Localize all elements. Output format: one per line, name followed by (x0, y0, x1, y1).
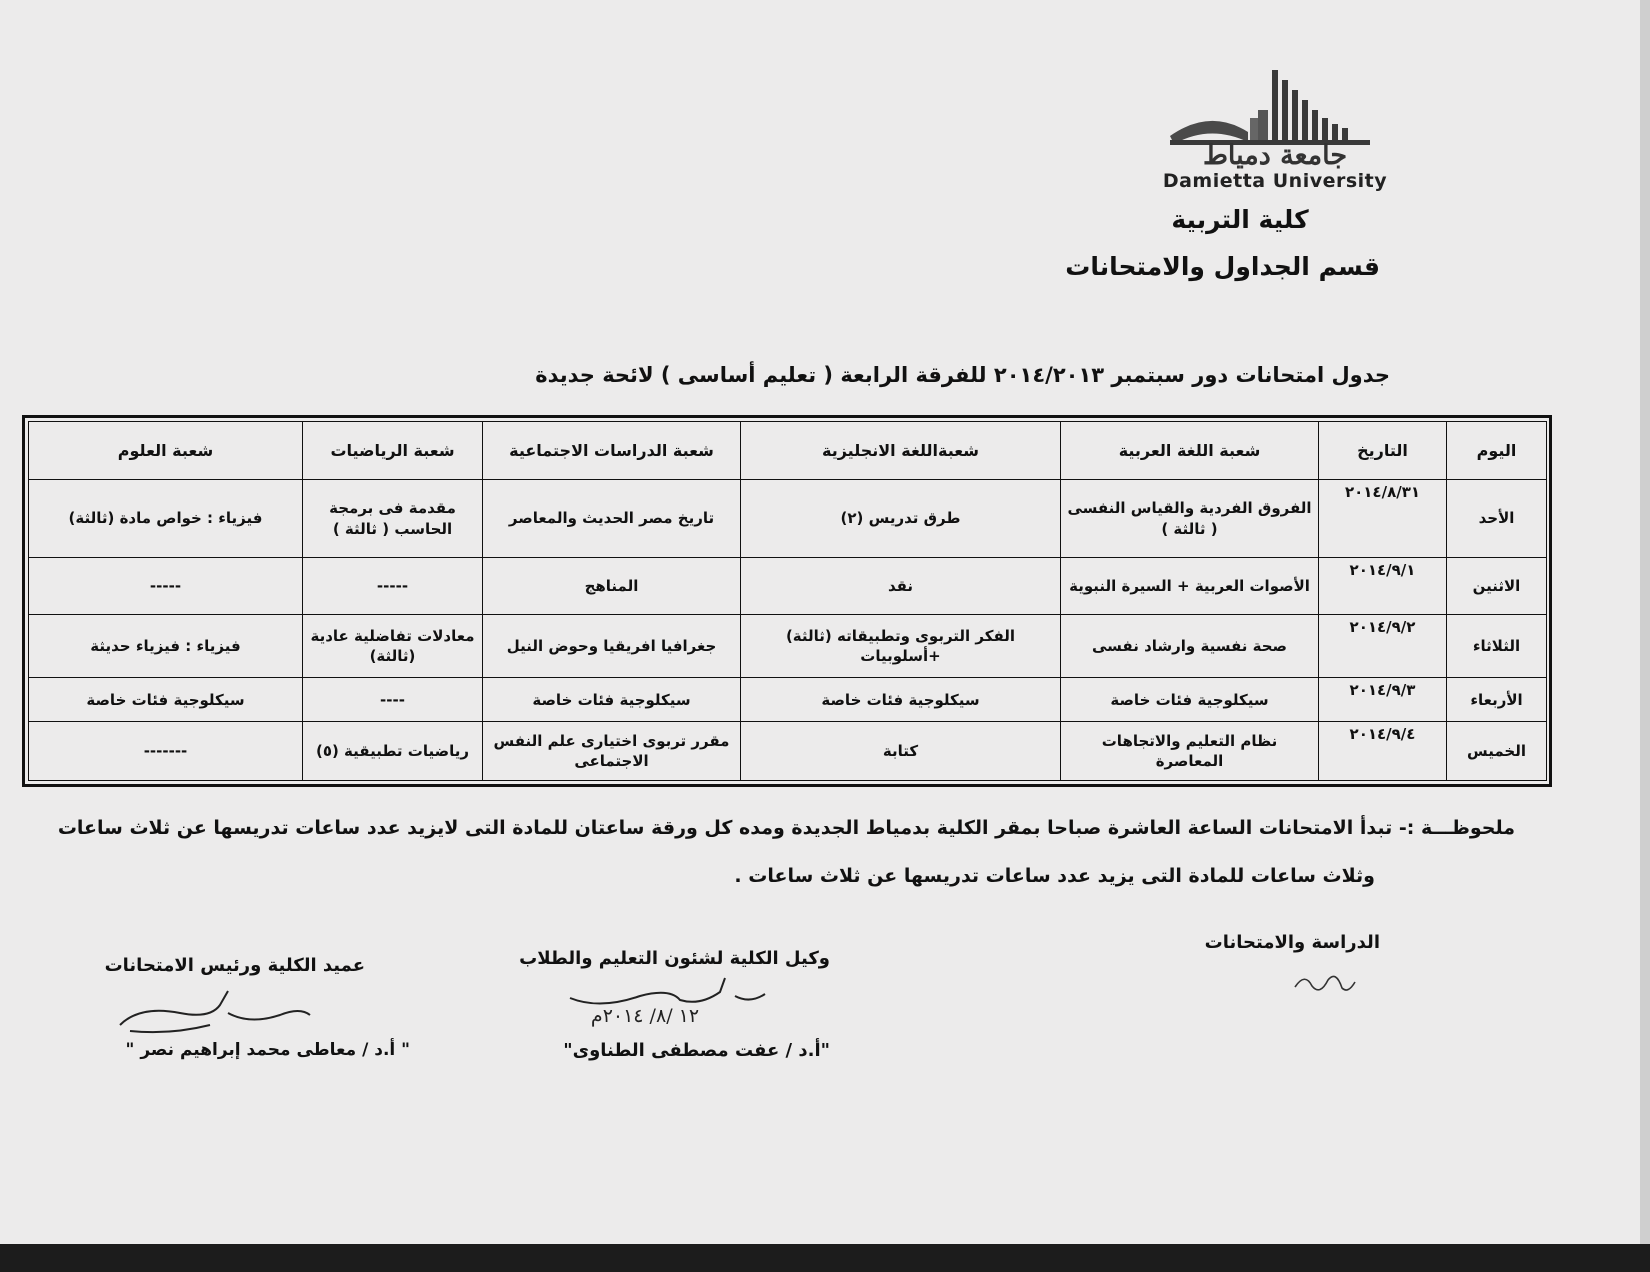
cell-social: سيكلوجية فئات خاصة (483, 678, 741, 722)
cell-arabic: نظام التعليم والاتجاهات المعاصرة (1061, 722, 1319, 781)
cell-date: ٢٠١٤/٩/١ (1319, 558, 1447, 615)
schedule-title: جدول امتحانات دور سبتمبر ٢٠١٤/٢٠١٣ للفرقة الرابعة ( تعليم أساسى ) لائحة جديدة (535, 363, 1390, 387)
cell-arabic: الفروق الفردية والقياس النفسى ( ثالثة ) (1061, 479, 1319, 558)
cell-science: فيزياء : فيزياء حديثة (29, 615, 303, 678)
handwritten-date: ١٢ /٨/ ٢٠١٤م (590, 1005, 700, 1027)
faculty-name: كلية التربية (1171, 205, 1309, 234)
cell-english: طرق تدريس (٢) (741, 479, 1061, 558)
cell-arabic: الأصوات العربية + السيرة النبوية (1061, 558, 1319, 615)
scan-right-edge (1640, 0, 1650, 1244)
studies-signature-title: الدراسة والامتحانات (1204, 932, 1380, 953)
table-row (29, 479, 1547, 558)
cell-date: ٢٠١٤/٩/٣ (1319, 678, 1447, 722)
cell-english: كتابة (741, 722, 1061, 781)
header-cell-day: اليوم (1447, 422, 1547, 480)
table-header-row (29, 422, 1547, 480)
cell-math: ---- (303, 678, 483, 722)
dean-title: عميد الكلية ورئيس الامتحانات (104, 955, 365, 976)
cell-date: ٢٠١٤/٨/٣١ (1319, 479, 1447, 558)
cell-english: سيكلوجية فئات خاصة (741, 678, 1061, 722)
university-name-english: Damietta University (1162, 170, 1388, 192)
header-cell-english: شعبةاللغة الانجليزية (741, 422, 1061, 480)
department-name: قسم الجداول والامتحانات (1065, 252, 1380, 281)
dean-signature (110, 985, 320, 1040)
cell-day: الأربعاء (1447, 678, 1547, 722)
cell-social: جغرافيا افريقيا وحوض النيل (483, 615, 741, 678)
table-row (29, 558, 1547, 615)
cell-day: الأحد (1447, 479, 1547, 558)
header-cell-social: شعبة الدراسات الاجتماعية (483, 422, 741, 480)
cell-arabic: صحة نفسية وارشاد نفسى (1061, 615, 1319, 678)
cell-science: ------- (29, 722, 303, 781)
table-row (29, 678, 1547, 722)
header-cell-date: التاريخ (1319, 422, 1447, 480)
note-line-1: ملحوظـــة :- تبدأ الامتحانات الساعة العاشرة صباحا بمقر الكلية بدمياط الجديدة ومده كل ورقة ساعتان للمادة التى لايزيد عدد ساعات تدريسها عن ثلاث ساعات (57, 817, 1515, 839)
cell-social: مقرر تربوى اختيارى علم النفس الاجتماعى (483, 722, 741, 781)
cell-date: ٢٠١٤/٩/٢ (1319, 615, 1447, 678)
cell-science: ----- (29, 558, 303, 615)
cell-english: نقد (741, 558, 1061, 615)
cell-social: المناهج (483, 558, 741, 615)
dean-name: " أ.د / معاطى محمد إبراهيم نصر " (125, 1040, 410, 1060)
cell-day: الخميس (1447, 722, 1547, 781)
header-cell-math: شعبة الرياضيات (303, 422, 483, 480)
header-cell-arabic: شعبة اللغة العربية (1061, 422, 1319, 480)
cell-date: ٢٠١٤/٩/٤ (1319, 722, 1447, 781)
cell-day: الاثنين (1447, 558, 1547, 615)
cell-day: الثلاثاء (1447, 615, 1547, 678)
cell-english: الفكر التربوى وتطبيقاته (ثالثة) +أسلوبيات (741, 615, 1061, 678)
university-name-arabic: جامعة دمياط (1202, 140, 1348, 171)
scan-bottom-edge (0, 1244, 1650, 1272)
vice-dean-name: "أ.د / عفت مصطفى الطناوى" (563, 1040, 830, 1061)
cell-science: سيكلوجية فئات خاصة (29, 678, 303, 722)
cell-social: تاريخ مصر الحديث والمعاصر (483, 479, 741, 558)
exam-schedule-table (28, 421, 1547, 781)
table-row (29, 722, 1547, 781)
cell-arabic: سيكلوجية فئات خاصة (1061, 678, 1319, 722)
studies-signature-scribble (1290, 962, 1360, 1002)
cell-math: مقدمة فى برمجة الحاسب ( ثالثة ) (303, 479, 483, 558)
cell-math: رياضيات تطبيقية (٥) (303, 722, 483, 781)
note-line-2: وثلاث ساعات للمادة التى يزيد عدد ساعات تدريسها عن ثلاث ساعات . (734, 865, 1375, 887)
table-row (29, 615, 1547, 678)
cell-science: فيزياء : خواص مادة (ثالثة) (29, 479, 303, 558)
cell-math: معادلات تفاضلية عادية (ثالثة) (303, 615, 483, 678)
cell-math: ----- (303, 558, 483, 615)
vice-dean-title: وكيل الكلية لشئون التعليم والطلاب (519, 948, 830, 969)
header-cell-science: شعبة العلوم (29, 422, 303, 480)
